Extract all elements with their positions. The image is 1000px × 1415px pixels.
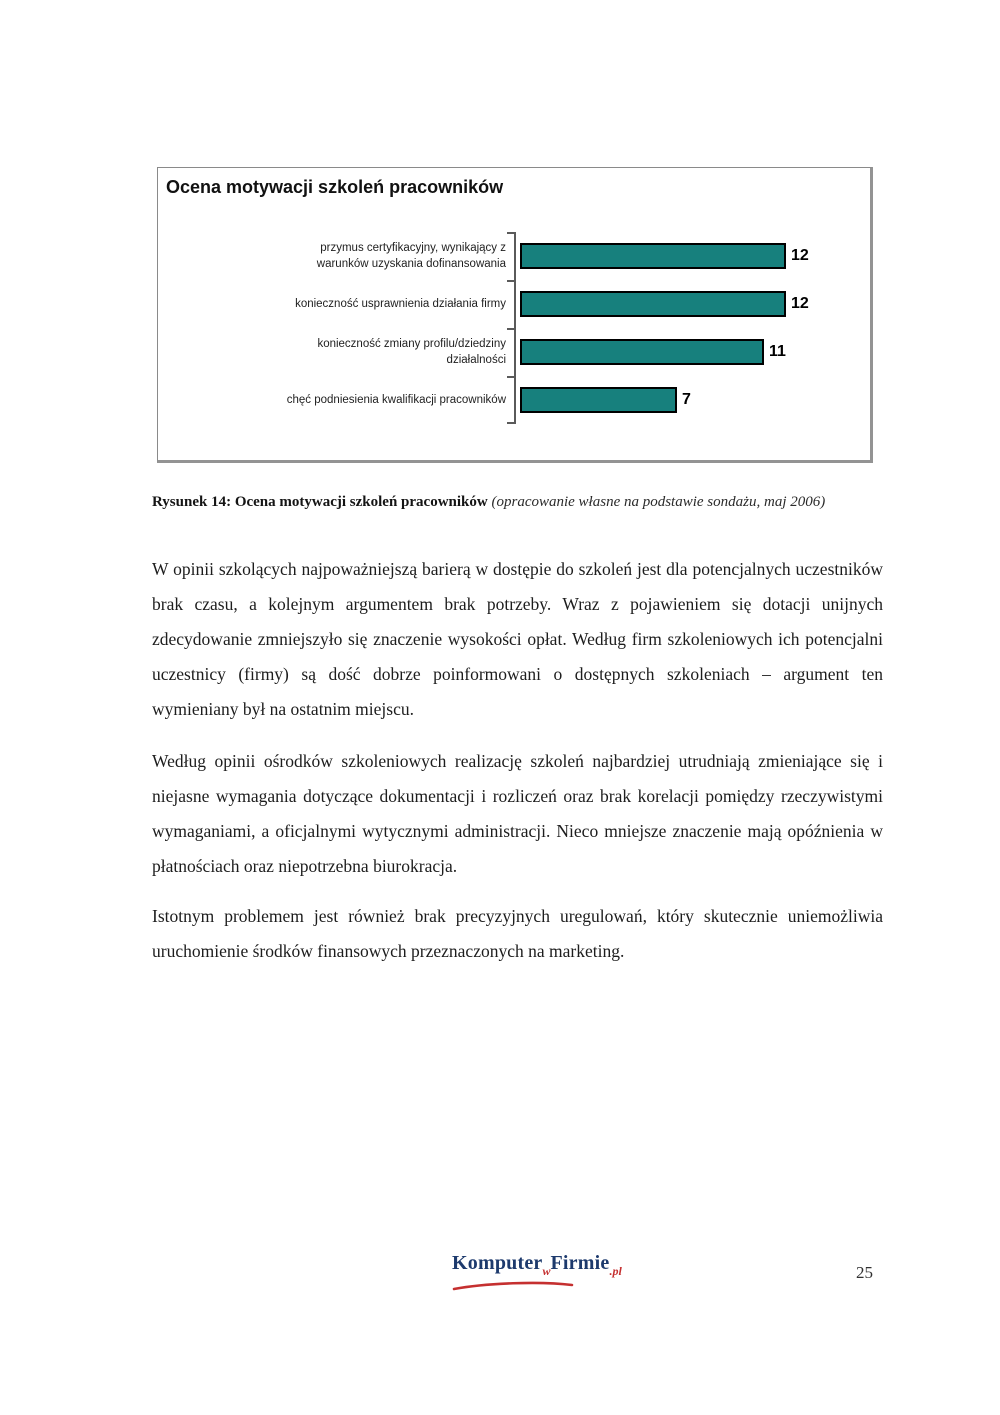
chart-bar-value-label: 11: [769, 343, 786, 360]
logo-sub-pl: .pl: [609, 1264, 622, 1278]
figure-14-chart: [157, 167, 873, 463]
paragraph-3: Istotnym problemem jest również brak precyzyjnych uregulowań, który skutecznie uniemożliwia uruchomienie środków finansowych przeznaczonych na marketing.: [152, 906, 883, 961]
chart-category-label: konieczność zmiany profilu/dziedziny działalności: [317, 337, 506, 366]
chart-bar-value-label: 7: [682, 391, 691, 408]
chart-bar: [520, 291, 786, 317]
logo-swoosh-underline-icon: [452, 1278, 578, 1292]
chart-bar: [520, 339, 764, 365]
logo-text-firmie: Firmie: [550, 1252, 610, 1274]
paragraph-1: W opinii szkolących najpoważniejszą barierą w dostępie do szkoleń jest dla potencjalnych uczestników brak czasu, a kolejnym argumentem brak potrzeby. Wraz z pojawieniem się dotacji unijnych zdecydowanie zmniejszyło się znaczenie wysokości opłat. Według firm szkoleniowych ich potencjalni uczestnicy (firmy) są dość dobrze poinformowani o dostępnych szkoleniach – argument ten wymieniany był na ostatnim miejscu.: [152, 559, 883, 719]
axis-tick: [507, 232, 514, 234]
chart-category-label: konieczność usprawnienia działania firmy: [295, 297, 506, 310]
chart-category-label: przymus certyfikacyjny, wynikający z warunków uzyskania dofinansowania: [316, 241, 506, 270]
logo-text-komputer: Komputer: [452, 1252, 543, 1274]
chart-bar-value-label: 12: [791, 295, 809, 312]
chart-title: Ocena motywacji szkoleń pracowników: [166, 177, 504, 197]
axis-tick: [507, 328, 514, 330]
caption-title: Rysunek 14: Ocena motywacji szkoleń pracowników: [152, 494, 492, 510]
page-number: 25: [856, 1263, 873, 1282]
chart-plot-area: [158, 232, 870, 424]
chart-bar-value-label: 12: [791, 247, 809, 264]
chart-bar: [520, 387, 677, 413]
logo-sub-w: w: [542, 1264, 551, 1278]
komputerwfirmie-logo: [452, 1252, 622, 1300]
figure-caption: [152, 494, 892, 511]
chart-category-axis: [514, 232, 516, 424]
paragraph-2: Według opinii ośrodków szkoleniowych realizację szkoleń najbardziej utrudniają zmieniające się i niejasne wymagania dotyczące dokumentacji i rozliczeń oraz brak korelacji pomiędzy rzeczywistymi wymaganiami, a oficjalnymi wytycznymi administracji. Nieco mniejsze znaczenie mają opóźnienia w płatnościach oraz niepotrzebna biurokracja.: [152, 751, 883, 876]
axis-tick: [507, 376, 514, 378]
chart-bar: [520, 243, 786, 269]
caption-source: (opracowanie własne na podstawie sondażu, maj 2006): [491, 494, 826, 510]
axis-tick: [507, 422, 514, 424]
axis-tick: [507, 280, 514, 282]
chart-category-label: chęć podniesienia kwalifikacji pracowników: [286, 393, 506, 406]
